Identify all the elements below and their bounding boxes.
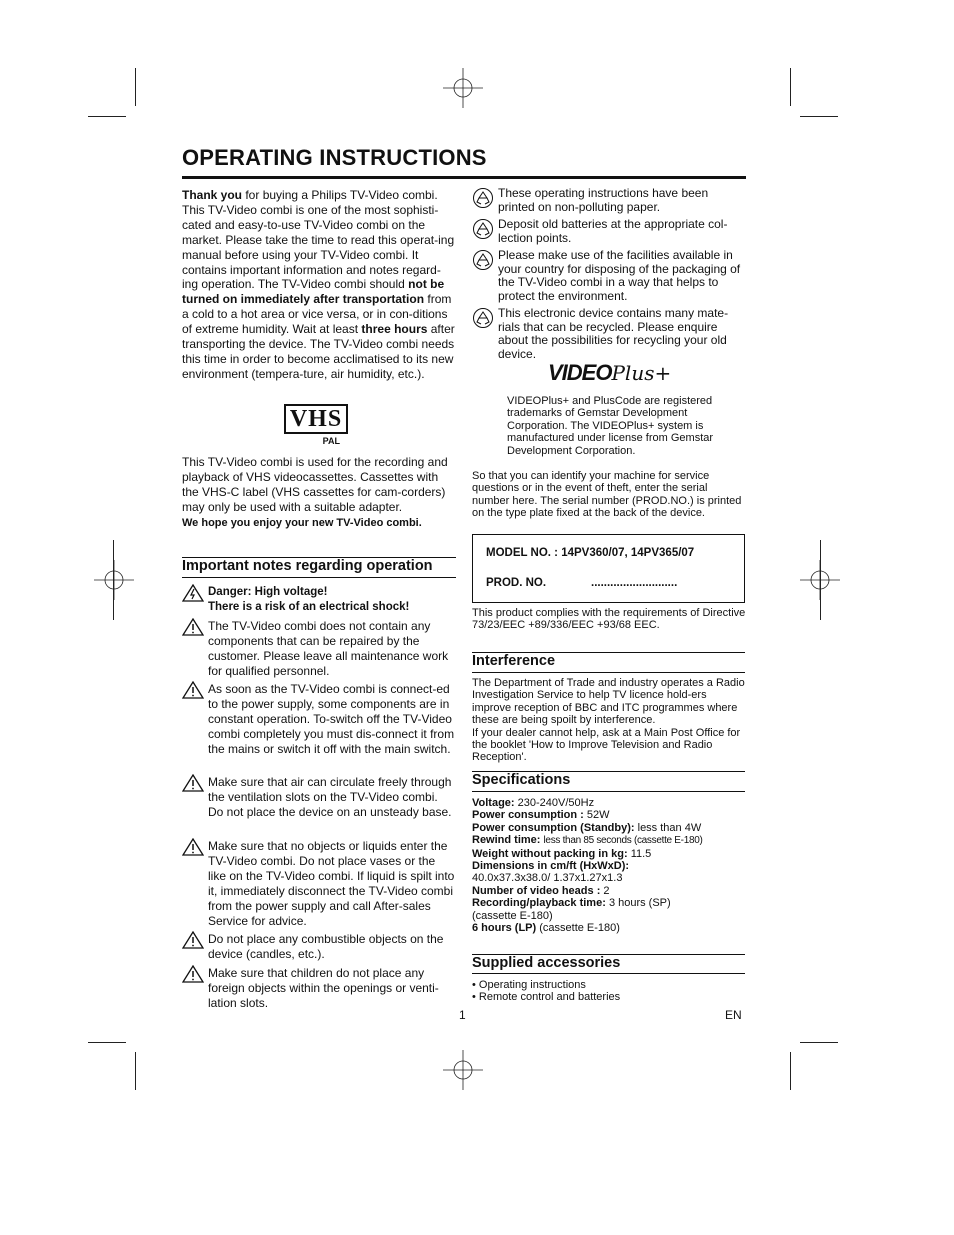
intro-paragraph: Thank you for buying a Philips TV-Video combi. This TV-Video combi is one of the most sophisti-cated and easy-to-use TV-Video combi on the market. Please take the time to read this operat-ing manual before using your TV-Video combi. It contains important information and notes regard-ing operation. The TV-Video combi should not be turned on immediately after transportation from a cold to a hot area or vice versa, or in con-ditions of extreme humidity. Wait at least three hours after transporting the device. The TV-Video combi needs this time in order to become acclimatised to its new environment (tempera-ture, air humidity, etc.). [182,188,455,381]
warning-item: Make sure that children do not place any foreign objects within the openings or venti-lation slots. [182,966,456,1011]
section-rule [472,672,745,673]
section-heading-supplied-accessories: Supplied accessories [472,955,621,971]
videoplus-trademark-text: VIDEOPlus+ and PlusCode are registered trademarks of Gemstar Development Corporation. The VIDEOPlus+ system is manufactured under license from Gemstar Development Corporation. [507,395,714,457]
serial-number-text: So that you can identify your machine for service questions or in the event of theft, enter the serial number here. The serial number (PROD.NO.) is printed on the type plate fixed at the back of the device. [472,470,742,520]
section-heading-interference: Interference [472,653,556,669]
environment-item: These operating instructions have been printed on non-polluting paper. [472,187,746,214]
recycle-icon [472,218,494,240]
crop-mark [790,1052,791,1090]
warning-item: Make sure that air can circulate freely through the ventilation slots on the TV-Video combi. Do not place the device on an unsteady base. [182,775,456,820]
section-heading-specifications: Specifications [472,772,571,788]
registration-mark-icon [443,1050,483,1090]
crop-mark [820,540,821,620]
specifications-list: Voltage: 230-240V/50Hz Power consumption : 52W Power consumption (Standby): less than 4W Rewind time: less than 85 seconds (cassette E-180) Weight without packing in kg: 11.5 Dimensions in cm/ft (HxWxD): 40.0x37.3x38.0/ 1.37x1.27x1.3 Number of video heads : 2 Recording/playback time: 3 hours (SP) (cassette E-180) 6 hours (LP) (cassette E-180) [472,797,703,935]
crop-mark [88,116,126,117]
registration-mark-icon [443,68,483,108]
vhs-logo: VHS PAL [284,404,354,452]
interference-text: The Department of Trade and industry operates a Radio Investigation Service to help TV licence hold-ers improve reception of BBC and ITC programmes where these are being spoilt by interference. If your dealer cannot help, ask at a Main Post Office for the booklet 'How to Improve Television and Radio Reception'. [472,677,745,764]
warning-triangle-icon [182,774,204,792]
model-number-box: MODEL NO. : 14PV360/07, 14PV365/07 PROD. NO. ........................... [472,534,745,603]
warning-triangle-icon [182,618,204,636]
section-rule [182,577,456,578]
title-rule [182,176,746,179]
crop-mark [800,1042,838,1043]
list-item: • Remote control and batteries [472,991,621,1004]
recycle-icon [472,249,494,271]
section-heading-important-notes: Important notes regarding operation [182,558,433,574]
section-rule [472,791,745,792]
warning-item: Do not place any combustible objects on the device (candles, etc.). [182,932,456,962]
compliance-text: This product complies with the requirements of Directive 73/23/EEC +89/336/EEC +93/68 EEC. [472,607,746,632]
environment-item: This electronic device contains many mate-rials that can be recycled. Please enquire about the possibilities for recycling your old device. [472,307,746,361]
section-rule [182,557,456,558]
accessories-list [472,979,746,1004]
warning-triangle-icon [182,931,204,949]
crop-mark [113,540,114,620]
warning-triangle-icon [182,838,204,856]
danger-warning: Danger: High voltage! There is a risk of an electrical shock! [182,585,456,614]
recycle-icon [472,307,494,329]
warning-item: Make sure that no objects or liquids enter the TV-Video combi. Do not place vases or the like on the TV-Video combi. If liquid is spilt into it, immediately disconnect the TV-Video combi from the power supply and call After-sales Service for advice. [182,839,456,928]
environment-item: Please make use of the facilities available in your country for disposing of the packaging of the TV-Video combi in a way that helps to protect the environment. [472,249,746,303]
warning-triangle-icon [182,681,204,699]
crop-mark [135,68,136,106]
high-voltage-warning-icon [182,584,204,602]
page-title: OPERATING INSTRUCTIONS [182,145,487,170]
section-rule [472,973,745,974]
crop-mark [88,1042,126,1043]
warning-triangle-icon [182,965,204,983]
registration-mark-icon [94,560,134,600]
environment-item: Deposit old batteries at the appropriate col-lection points. [472,218,746,245]
crop-mark [800,116,838,117]
crop-mark [135,1052,136,1090]
warning-item: The TV-Video combi does not contain any components that can be repaired by the customer. Please leave all maintenance work for qualified personnel. [182,619,456,679]
vhs-paragraph: This TV-Video combi is used for the recording and playback of VHS videocassettes. Cassettes with the VHS-C label (VHS cassettes for cam-corders) may only be used with a suitable adapter. We hope you enjoy your new TV-Video combi. [182,455,448,529]
language-code: EN [725,1008,742,1022]
page-number: 1 [459,1008,466,1022]
recycle-icon [472,187,494,209]
videoplus-logo: VIDEOPlus+ [548,360,672,385]
crop-mark [790,68,791,106]
list-item: • Operating instructions [472,979,586,991]
warning-item: As soon as the TV-Video combi is connect-ed to the power supply, some components are in constant operation. To-switch off the TV-Video combi completely you must dis-connect it from the mains or switch it off with the main switch. [182,682,456,757]
